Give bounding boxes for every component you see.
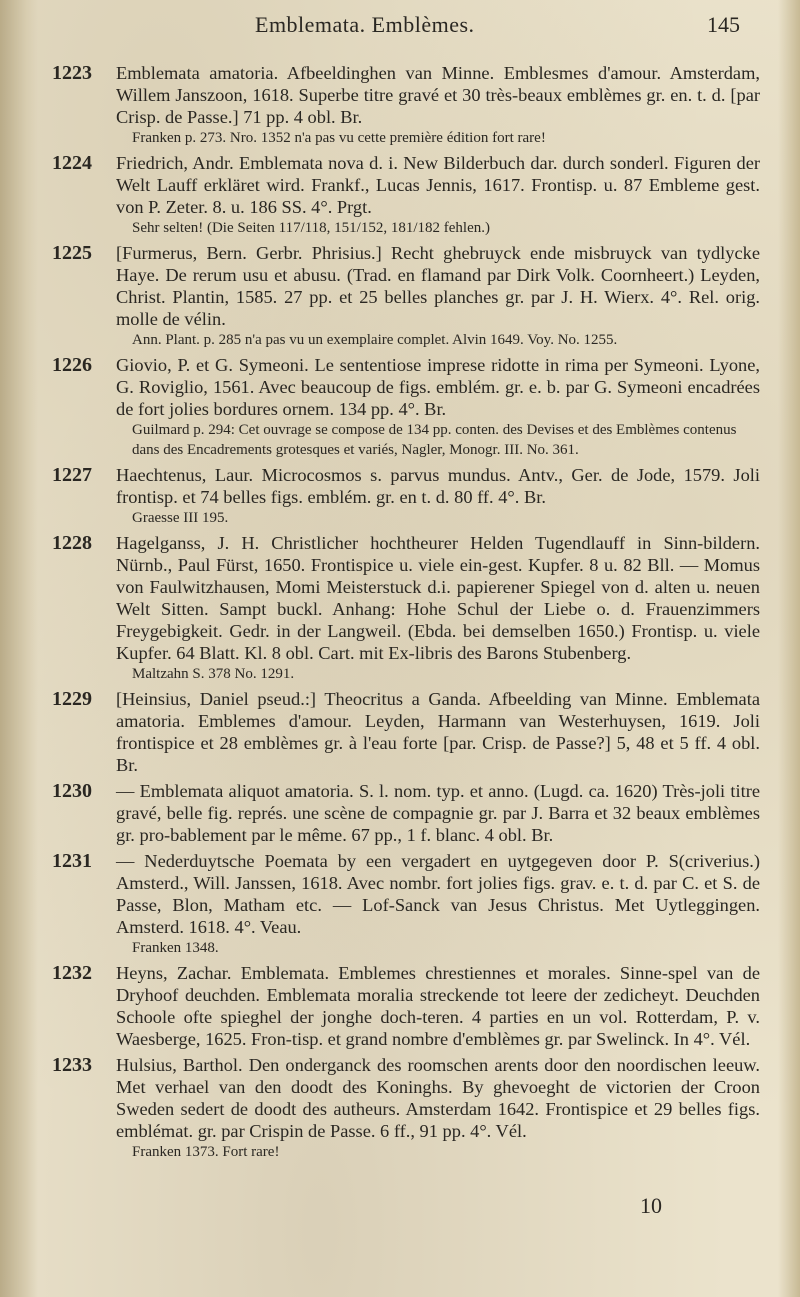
entry-number: 1225 bbox=[52, 242, 92, 264]
catalogue-entry bbox=[52, 1054, 760, 1162]
entry-description: Hulsius, Barthol. Den onderganck des roomschen arents door den noordischen leeuw. Met verhael van den doodt des Koninghs. By ghevoeght de victorien der Croon Sweden sedert de doodt des autheurs. Amsterdam 1642. Frontispice et 29 belles figs. emblémat. gr. par Crispin de Passe. 6 ff., 91 pp. 4°. Vél. bbox=[116, 1055, 760, 1141]
entry-description: Hagelganss, J. H. Christlicher hochtheurer Helden Tugendlauff in Sinn-bildern. Nürnb., Paul Fürst, 1650. Frontispice u. viele ein-gest. Kupfer. 8 u. 82 Bll. — Momus von Faulwitzhausen, Momi Meisterstuck d.i. papierener Spiegel von d. alten u. neuen Welt Sitten. Sampt buckl. Anhang: Hohe Schul der Liebe o. d. Frauenzimmers Freygebigkeit. Gedr. in der Langweil. (Ebda. bei demselben 1650.) Frontisp. u. viele Kupfer. 64 Blatt. Kl. 8 obl. Cart. mit Ex-libris des Barons Stubenberg. bbox=[116, 533, 760, 663]
entry-number: 1224 bbox=[52, 152, 92, 174]
entry-note: Sehr selten! (Die Seiten 117/118, 151/152, 181/182 fehlen.) bbox=[132, 220, 490, 236]
entry-number: 1226 bbox=[52, 354, 92, 376]
catalogue-entries bbox=[52, 62, 760, 1166]
catalogue-entry bbox=[52, 62, 760, 148]
entry-description: Friedrich, Andr. Emblemata nova d. i. New Bilderbuch dar. durch sonderl. Figuren der Welt Lauff erkläret wird. Frankf., Lucas Jennis, 1617. Frontisp. u. 87 Embleme gest. von P. Zeter. 8. u. 186 SS. 4°. Prgt. bbox=[116, 153, 760, 217]
entry-description: [Furmerus, Bern. Gerbr. Phrisius.] Recht ghebruyck ende misbruyck van tydlycke Haye. De rerum usu et abusu. (Trad. en flamand par Dirk Volk. Coornheert.) Leyden, Christ. Plantin, 1585. 27 pp. et 25 belles planches gr. par J. H. Wierx. 4°. Rel. orig. molle de vélin. bbox=[116, 243, 760, 329]
catalogue-entry bbox=[52, 464, 760, 528]
entry-note: Franken p. 273. Nro. 1352 n'a pas vu cette première édition fort rare! bbox=[132, 130, 546, 146]
page-number: 145 bbox=[707, 12, 740, 37]
catalogue-entry bbox=[52, 962, 760, 1050]
entry-description: — Nederduytsche Poemata by een vergadert en uytgegeven door P. S(criverius.) Amsterd., Will. Janssen, 1618. Avec nombr. fort jolies figs. grav. e. t. d. par C. et S. de Passe, Blon, Matham etc. — Lof-Sanck van Jesus Christus. Met Uytleggingen. Amsterd. 1618. 4°. Veau. bbox=[116, 851, 760, 937]
catalogue-entry bbox=[52, 688, 760, 776]
entry-note: Franken 1373. Fort rare! bbox=[132, 1144, 280, 1160]
entry-note: Guilmard p. 294: Cet ouvrage se compose de 134 pp. conten. des Devises et des Emblèmes contenus dans des Encadrements grotesques et variés, Nagler, Monogr. III. No. 361. bbox=[132, 422, 737, 458]
catalogue-entry bbox=[52, 532, 760, 684]
catalogue-entry bbox=[52, 152, 760, 238]
running-header bbox=[255, 12, 740, 38]
entry-description: Emblemata amatoria. Afbeeldinghen van Minne. Emblesmes d'amour. Amsterdam, Willem Janszoon, 1618. Superbe titre gravé et 30 très-beaux emblèmes gr. en. t. d. [par Crisp. de Passe.] 71 pp. 4 obl. Br. bbox=[116, 63, 760, 127]
entry-number: 1233 bbox=[52, 1054, 92, 1076]
page-edge-shadow bbox=[0, 0, 38, 1297]
running-title: Emblemata. Emblèmes. bbox=[255, 12, 475, 37]
entry-number: 1232 bbox=[52, 962, 92, 984]
entry-note: Graesse III 195. bbox=[132, 510, 229, 526]
page-edge-shadow-right bbox=[778, 0, 800, 1297]
catalogue-entry bbox=[52, 354, 760, 460]
catalogue-entry bbox=[52, 850, 760, 958]
entry-description: [Heinsius, Daniel pseud.:] Theocritus a Ganda. Afbeelding van Minne. Emblemata amatoria. Emblemes d'amour. Leyden, Harmann van Westerhuysen, 1619. Joli frontispice et 28 emblèmes gr. à l'eau forte [par. Crisp. de Passe?] 5, 48 et 5 ff. 4 obl. Br. bbox=[116, 689, 760, 775]
entry-number: 1229 bbox=[52, 688, 92, 710]
entry-note: Ann. Plant. p. 285 n'a pas vu un exemplaire complet. Alvin 1649. Voy. No. 1255. bbox=[132, 332, 618, 348]
entry-description: Haechtenus, Laur. Microcosmos s. parvus mundus. Antv., Ger. de Jode, 1579. Joli frontisp. et 74 belles figs. emblém. gr. en t. d. 80 ff. 4°. Br. bbox=[116, 465, 760, 507]
entry-number: 1223 bbox=[52, 62, 92, 84]
signature-mark: 10 bbox=[640, 1193, 662, 1218]
entry-description: — Emblemata aliquot amatoria. S. l. nom. typ. et anno. (Lugd. ca. 1620) Très-joli titre gravé, belle fig. représ. une scène de compagnie gr. par J. Barra et 32 beaux emblèmes gr. pro-bablement par le même. 67 pp., 1 f. blanc. 4 obl. Br. bbox=[116, 781, 760, 845]
entry-note: Maltzahn S. 378 No. 1291. bbox=[132, 666, 295, 682]
entry-description: Heyns, Zachar. Emblemata. Emblemes chrestiennes et morales. Sinne-spel van de Dryhoof deuchden. Emblemata moralia streckende tot leere der zedicheyt. Deuchden Schoole ofte spieghel der jonghe doch-teren. 4 parties en un vol. Rotterdam, P. v. Waesberge, 1625. Fron-tisp. et grand nombre d'emblèmes gr. par Swelinck. In 4°. Vél. bbox=[116, 963, 760, 1049]
entry-description: Giovio, P. et G. Symeoni. Le sententiose imprese ridotte in rima per Symeoni. Lyone, G. Roviglio, 1561. Avec beaucoup de figs. emblém. gr. e. b. par G. Symeoni encadrées de fort jolies bordures ornem. 134 pp. 4°. Br. bbox=[116, 355, 760, 419]
entry-note: Franken 1348. bbox=[132, 940, 219, 956]
entry-number: 1227 bbox=[52, 464, 92, 486]
entry-number: 1230 bbox=[52, 780, 92, 802]
catalogue-entry bbox=[52, 242, 760, 350]
entry-number: 1231 bbox=[52, 850, 92, 872]
catalogue-entry bbox=[52, 780, 760, 846]
entry-number: 1228 bbox=[52, 532, 92, 554]
